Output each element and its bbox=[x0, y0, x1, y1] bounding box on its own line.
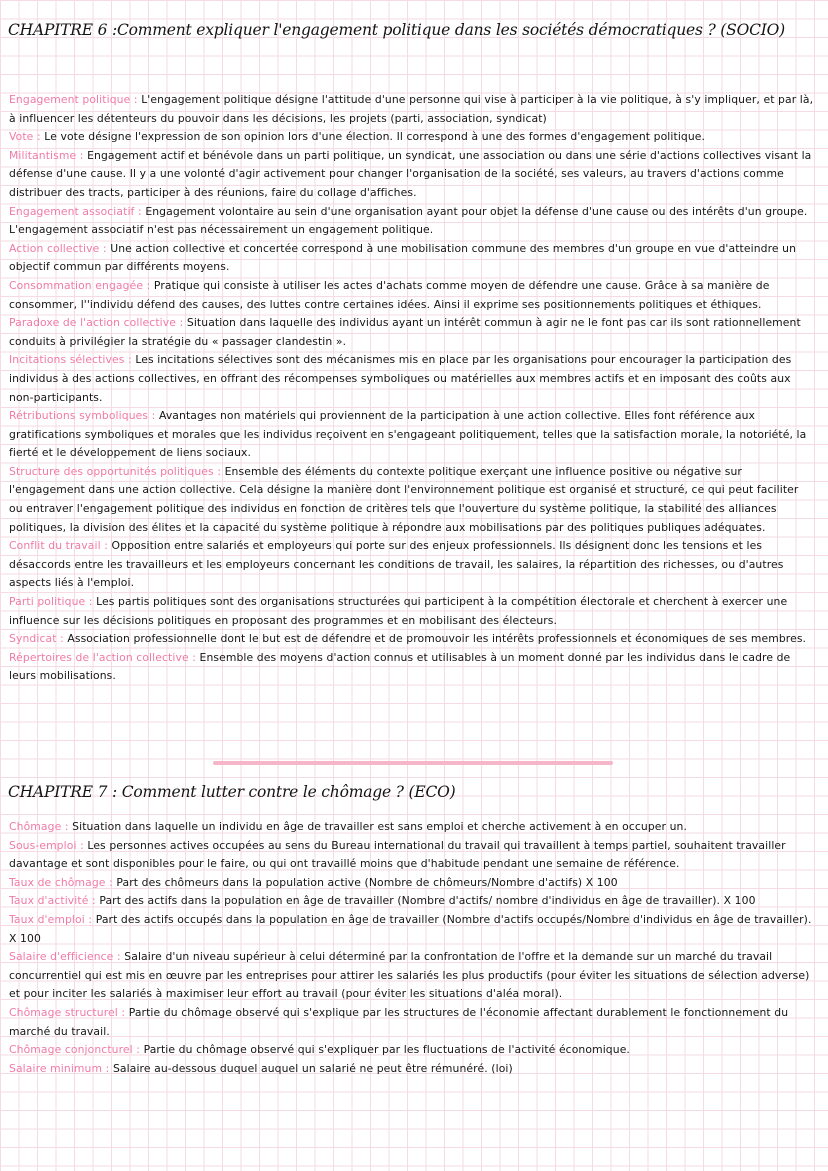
glossary-definition: Engagement volontaire au sein d'une organisation ayant pour objet la défense d'une cause ou des intérêts d'un groupe. L'engagement associatif n'est pas nécessairement un engagement politique. bbox=[9, 204, 808, 237]
glossary-term: Répertoires de l'action collective bbox=[9, 650, 189, 664]
glossary-definition: L'engagement politique désigne l'attitude d'une personne qui vise à participer à la vie politique, à s'y impliquer, et par là, à influencer les détenteurs du pouvoir dans les décisions, les projets (parti, association, syndicat) bbox=[9, 93, 814, 125]
glossary-entry: Rétributions symboliques : Avantages non matériels qui proviennent de la participation à une action collective. Elles font référence aux gratifications symboliques et morales que les individus reçoivent en s'engageant politiquement, telles que la satisfaction morale, la notoriété, la fierté et le développement de liens sociaux. bbox=[9, 409, 807, 460]
glossary-term: Chômage structurel bbox=[9, 1005, 118, 1019]
glossary-definition: Avantages non matériels qui proviennent de la participation à une action collective. Elles font référence aux gratifications symboliques et morales que les individus reçoivent en s'engageant politiquement, telles que la satisfaction morale, la notoriété, la fierté et le développement de liens sociaux. bbox=[9, 409, 807, 460]
glossary-term: Engagement associatif bbox=[9, 204, 135, 218]
glossary-entry: Engagement associatif : Engagement volontaire au sein d'une organisation ayant pour objet la défense d'une cause ou des intérêts d'un groupe. L'engagement associatif n'est pas nécessairement un engagement politique. bbox=[9, 204, 808, 237]
glossary-entry: Incitations sélectives : Les incitations sélectives sont des mécanismes mis en place par les organisations pour encourager la participation des individus à des actions collectives, en offrant des récompenses symboliques ou matérielles aux membres actifs et en imposant des coûts aux non-participants. bbox=[9, 353, 792, 404]
glossary-entry: Action collective : Une action collective et concertée correspond à une mobilisation commune des membres d'un groupe en vue d'atteindre un objectif commun par différents moyens. bbox=[9, 241, 797, 274]
glossary-entry: Engagement politique : L'engagement politique désigne l'attitude d'une personne qui vise à participer à la vie politique, à s'y impliquer, et par là, à influencer les détenteurs du pouvoir dans les décisions, les projets (parti, association, syndicat) bbox=[9, 93, 814, 125]
glossary-definition: Association professionnelle dont le but est de défendre et de promouvoir les intérêts professionnels et économiques de ses membres. bbox=[67, 632, 807, 646]
glossary-definition: Pratique qui consiste à utiliser les actes d'achats comme moyen de défendre une cause. Grâce à sa manière de consommer, l''individu défend des causes, des luttes contre certaines idées. Ainsi il exprime ses positionnements politiques et éthiques. bbox=[9, 278, 770, 311]
glossary-term: Parti politique bbox=[9, 595, 86, 609]
glossary-entry: Chômage structurel : Partie du chômage observé qui s'explique par les structures de l'économie affectant durablement le fonctionnement du marché du travail. bbox=[9, 1005, 789, 1038]
glossary-term: Taux d'activité bbox=[9, 894, 89, 908]
glossary-term: Rétributions symboliques bbox=[9, 409, 149, 423]
glossary-entry: Taux d'activité : Part des actifs dans la population en âge de travailler (Nombre d'actifs/ nombre d'individus en âge de travailler). X 100 bbox=[9, 894, 756, 908]
glossary-term: Salaire d'efficience bbox=[9, 950, 114, 964]
glossary-entry: Salaire d'efficience : Salaire d'un niveau supérieur à celui déterminé par la confrontation de l'offre et la demande sur un marché du travail concurrentiel qui est mis en œuvre par les entreprises pour attirer les salariés les plus productifs (pour éviter les situations de sélection adverse) et pour inciter les salariés à maximiser leur effort au travail (pour éviter les situations d'aléa moral). bbox=[9, 950, 810, 1001]
glossary-definition: Partie du chômage observé qui s'explique par les structures de l'économie affectant durablement le fonctionnement du marché du travail. bbox=[9, 1005, 789, 1038]
chapter-6-glossary bbox=[9, 91, 814, 686]
glossary-definition: Situation dans laquelle un individu en âge de travailler est sans emploi et cherche activement à en occuper un. bbox=[72, 820, 688, 833]
glossary-entry: Salaire minimum : Salaire au-dessous duquel auquel un salarié ne peut être rémunéré. (loi) bbox=[9, 1061, 513, 1075]
glossary-definition: Opposition entre salariés et employeurs qui porte sur des enjeux professionnels. Ils désignent donc les tensions et les désaccords entre les travailleurs et les employeurs concernant les conditions de travail, les salaires, la répartition des richesses, ou d'autres aspects liés à l'emploi. bbox=[9, 539, 784, 590]
glossary-term: Taux d'emploi bbox=[9, 912, 85, 926]
chapter-7-title: CHAPITRE 7 : Comment lutter contre le chômage ? (ECO) bbox=[8, 783, 456, 801]
glossary-term: Chômage conjoncturel bbox=[9, 1043, 133, 1057]
glossary-term: Consommation engagée bbox=[9, 278, 144, 292]
glossary-definition: Les personnes actives occupées au sens du Bureau international du travail qui travaillent à temps partiel, souhaitent travailler davantage et sont disponibles pour le faire, ou qui ont travaillé moins que d'habitude pendant une semaine de référence. bbox=[9, 838, 786, 871]
glossary-term: Vote bbox=[9, 130, 34, 144]
glossary-term: Taux de chômage bbox=[9, 875, 106, 889]
glossary-term: Incitations sélectives bbox=[9, 353, 125, 367]
glossary-entry: Sous-emploi : Les personnes actives occupées au sens du Bureau international du travail qui travaillent à temps partiel, souhaitent travailler davantage et sont disponibles pour le faire, ou qui ont travaillé moins que d'habitude pendant une semaine de référence. bbox=[9, 838, 786, 871]
glossary-entry: Consommation engagée : Pratique qui consiste à utiliser les actes d'achats comme moyen de défendre une cause. Grâce à sa manière de consommer, l''individu défend des causes, des luttes contre certaines idées. Ainsi il exprime ses positionnements politiques et éthiques. bbox=[9, 278, 770, 311]
glossary-term: Sous-emploi bbox=[9, 838, 77, 852]
glossary-entry: Structure des opportunités politiques : Ensemble des éléments du contexte politique exerçant une influence positive ou négative sur l'engagement dans une action collective. Cela désigne la manière dont l'environnement politique est organisé et structuré, ce qui peut faciliter ou entraver l'engagement politique des individus en fonction de critères tels que l'ouverture du système politique, la stabilité des alliances politiques, la division des élites et la capacité du système politique à répondre aux mobilisations par des politiques publiques adéquates. bbox=[9, 464, 799, 534]
glossary-definition: Les partis politiques sont des organisations structurées qui participent à la compétition électorale et cherchent à exercer une influence sur les décisions politiques en proposant des programmes et en mobilisant des électeurs. bbox=[9, 595, 788, 627]
glossary-term: Engagement politique bbox=[9, 93, 131, 106]
glossary-entry: Taux d'emploi : Part des actifs occupés dans la population en âge de travailler (Nombre d'actifs occupés/Nombre d'individus en âge de travailler). X 100 bbox=[9, 912, 812, 945]
glossary-entry: Militantisme : Engagement actif et bénévole dans un parti politique, un syndicat, une association ou dans une série d'actions collectives visant la défense d'une cause. Il y a une volonté d'agir activement pour changer l'organisation de la société, ses valeurs, au travers d'actions comme distribuer des tracts, participer à des réunions, faire du collage d'affiches. bbox=[9, 148, 812, 199]
glossary-definition: Salaire d'un niveau supérieur à celui déterminé par la confrontation de l'offre et la demande sur un marché du travail concurrentiel qui est mis en œuvre par les entreprises pour attirer les salariés les plus productifs (pour éviter les situations de sélection adverse) et pour inciter les salariés à maximiser leur effort au travail (pour éviter les situations d'aléa moral). bbox=[9, 950, 810, 1001]
glossary-term: Chômage bbox=[9, 820, 62, 833]
glossary-term: Militantisme bbox=[9, 148, 77, 162]
glossary-entry: Syndicat : Association professionnelle dont le but est de défendre et de promouvoir les intérêts professionnels et économiques de ses membres. bbox=[9, 632, 807, 646]
glossary-definition: Partie du chômage observé qui s'expliquer par les fluctuations de l'activité économique. bbox=[143, 1043, 630, 1057]
glossary-definition: Salaire au-dessous duquel auquel un salarié ne peut être rémunéré. (loi) bbox=[112, 1061, 513, 1075]
glossary-entry: Paradoxe de l'action collective : Situation dans laquelle des individus ayant un intérêt commun à agir ne le font pas car ils sont rationnellement conduits à privilégier la stratégie du « passager clandestin ». bbox=[9, 316, 801, 348]
glossary-definition: Situation dans laquelle des individus ayant un intérêt commun à agir ne le font pas car ils sont rationnellement conduits à privilégier la stratégie du « passager clandestin ». bbox=[9, 316, 801, 348]
glossary-entry: Chômage : Situation dans laquelle un individu en âge de travailler est sans emploi et cherche activement à en occuper un. bbox=[9, 820, 688, 833]
glossary-term: Syndicat bbox=[9, 632, 57, 646]
glossary-entry: Parti politique : Les partis politiques sont des organisations structurées qui participent à la compétition électorale et cherchent à exercer une influence sur les décisions politiques en proposant des programmes et en mobilisant des électeurs. bbox=[9, 595, 788, 627]
glossary-entry: Répertoires de l'action collective : Ensemble des moyens d'action connus et utilisables à un moment donné par les individus dans le cadre de leurs mobilisations. bbox=[9, 650, 791, 683]
glossary-definition: Le vote désigne l'expression de son opinion lors d'une élection. Il correspond à une des formes d'engagement politique. bbox=[44, 130, 706, 144]
glossary-entry: Conflit du travail : Opposition entre salariés et employeurs qui porte sur des enjeux professionnels. Ils désignent donc les tensions et les désaccords entre les travailleurs et les employeurs concernant les conditions de travail, les salaires, la répartition des richesses, ou d'autres aspects liés à l'emploi. bbox=[9, 539, 784, 590]
glossary-term: Conflit du travail bbox=[9, 539, 101, 553]
glossary-definition: Engagement actif et bénévole dans un parti politique, un syndicat, une association ou dans une série d'actions collectives visant la défense d'une cause. Il y a une volonté d'agir activement pour changer l'organisation de la société, ses valeurs, au travers d'actions comme distribuer des tracts, participer à des réunions, faire du collage d'affiches. bbox=[9, 148, 812, 199]
glossary-entry: Chômage conjoncturel : Partie du chômage observé qui s'expliquer par les fluctuations de l'activité économique. bbox=[9, 1043, 630, 1057]
glossary-term: Salaire minimum bbox=[9, 1061, 103, 1075]
glossary-definition: Part des actifs occupés dans la population en âge de travailler (Nombre d'actifs occupés/Nombre d'individus en âge de travailler). X 100 bbox=[9, 912, 812, 945]
chapter-7-glossary bbox=[9, 818, 814, 1078]
glossary-definition: Part des actifs dans la population en âge de travailler (Nombre d'actifs/ nombre d'individus en âge de travailler). X 100 bbox=[99, 894, 756, 908]
glossary-term: Action collective bbox=[9, 241, 100, 255]
glossary-definition: Ensemble des moyens d'action connus et utilisables à un moment donné par les individus dans le cadre de leurs mobilisations. bbox=[9, 650, 791, 683]
glossary-entry: Vote : Le vote désigne l'expression de son opinion lors d'une élection. Il correspond à une des formes d'engagement politique. bbox=[9, 130, 706, 144]
glossary-definition: Part des chômeurs dans la population active (Nombre de chômeurs/Nombre d'actifs) X 100 bbox=[116, 875, 618, 889]
chapter-divider bbox=[213, 761, 613, 765]
glossary-definition: Les incitations sélectives sont des mécanismes mis en place par les organisations pour encourager la participation des individus à des actions collectives, en offrant des récompenses symboliques ou matérielles aux membres actifs et en imposant des coûts aux non-participants. bbox=[9, 353, 792, 404]
glossary-term: Structure des opportunités politiques bbox=[9, 464, 214, 478]
glossary-definition: Ensemble des éléments du contexte politique exerçant une influence positive ou négative sur l'engagement dans une action collective. Cela désigne la manière dont l'environnement politique est organisé et structuré, ce qui peut faciliter ou entraver l'engagement politique des individus en fonction de critères tels que l'ouverture du système politique, la stabilité des alliances politiques, la division des élites et la capacité du système politique à répondre aux mobilisations par des politiques publiques adéquates. bbox=[9, 464, 799, 534]
chapter-6-title: CHAPITRE 6 :Comment expliquer l'engagement politique dans les sociétés démocratiques ? (SOCIO) bbox=[8, 21, 786, 39]
glossary-definition: Une action collective et concertée correspond à une mobilisation commune des membres d'un groupe en vue d'atteindre un objectif commun par différents moyens. bbox=[9, 241, 797, 274]
glossary-entry: Taux de chômage : Part des chômeurs dans la population active (Nombre de chômeurs/Nombre d'actifs) X 100 bbox=[9, 875, 618, 889]
glossary-term: Paradoxe de l'action collective bbox=[9, 316, 177, 330]
